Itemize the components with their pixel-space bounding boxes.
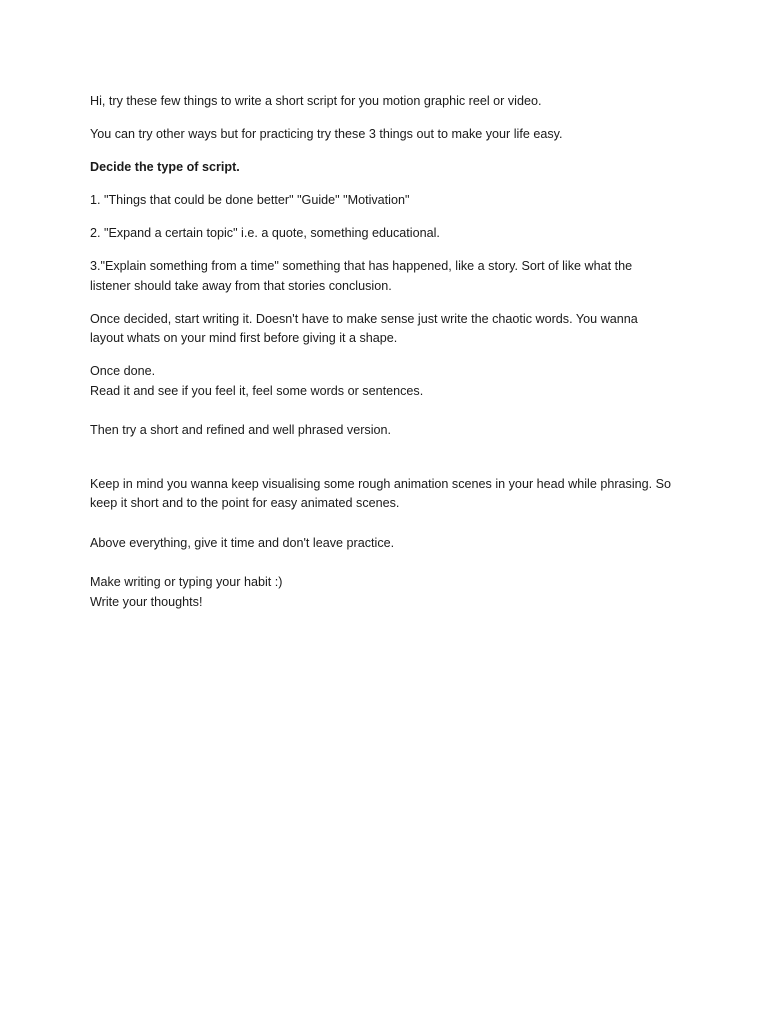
habit-line-2: Write your thoughts!	[90, 594, 203, 609]
practice-paragraph	[90, 125, 680, 145]
intro-text: Hi, try these few things to write a short script for you motion graphic reel or video.	[90, 94, 542, 108]
document-body	[90, 92, 680, 626]
section-heading-text: Decide the type of script.	[90, 160, 240, 174]
practice-time-paragraph	[90, 534, 680, 554]
once-done-line-1: Once done.	[90, 364, 156, 378]
refine-text: Then try a short and refined and well phrased version.	[90, 423, 392, 437]
list-item-1	[90, 191, 680, 211]
list-item-2	[90, 224, 680, 244]
refine-paragraph	[90, 421, 680, 441]
practice-text: You can try other ways but for practicing try these 3 things out to make your life easy.	[90, 127, 563, 141]
writing-paragraph	[90, 310, 680, 349]
list-item-3-line-2: listener should take away from that stories conclusion.	[90, 278, 392, 293]
visualise-line-1: Keep in mind you wanna keep visualising some rough animation scenes in your head while phrasing. So	[90, 476, 672, 491]
once-done-line-2: Read it and see if you feel it, feel some words or sentences.	[90, 383, 424, 398]
once-done-paragraph	[90, 362, 680, 401]
practice-time-text: Above everything, give it time and don't leave practice.	[90, 535, 395, 550]
habit-line-1: Make writing or typing your habit :)	[90, 575, 283, 589]
intro-paragraph	[90, 92, 680, 112]
writing-line-1: Once decided, start writing it. Doesn't have to make sense just write the chaotic words. You wanna	[90, 311, 638, 326]
writing-line-2: layout whats on your mind first before giving it a shape.	[90, 331, 398, 345]
visualise-paragraph	[90, 475, 680, 514]
visualise-line-2: keep it short and to the point for easy animated scenes.	[90, 496, 400, 510]
list-item-3	[90, 257, 680, 296]
list-item-2-text: 2. "Expand a certain topic" i.e. a quote, something educational.	[90, 226, 440, 240]
section-heading	[90, 158, 680, 178]
list-item-3-line-1: 3."Explain something from a time" something that has happened, like a story. Sort of like what the	[90, 259, 633, 273]
list-item-1-text: 1. "Things that could be done better" "Guide" "Motivation"	[90, 193, 410, 207]
habit-paragraph	[90, 573, 680, 612]
